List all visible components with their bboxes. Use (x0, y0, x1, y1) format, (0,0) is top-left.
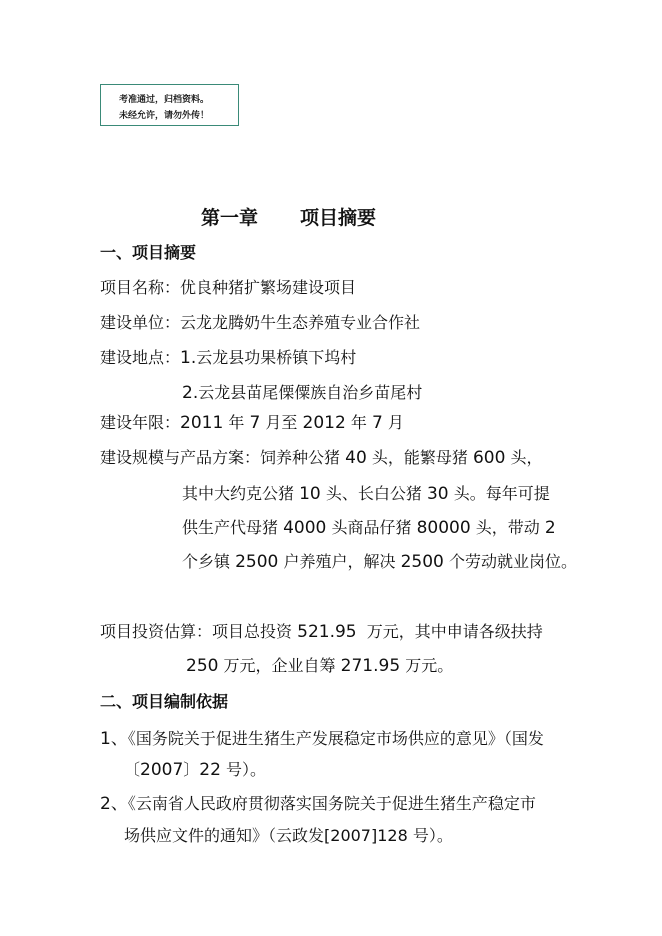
location-label: 建设地点： (100, 348, 181, 367)
chapter-number: 第一章 (201, 207, 259, 229)
basis-item-1-number: 2007 (140, 760, 184, 780)
construction-unit-value: 云龙龙腾奶牛生态养殖专业合作社 (180, 313, 421, 332)
period-year-char-2: 年 (350, 413, 367, 432)
investment-number: 271.95 (340, 656, 401, 676)
location-2-number: 2. (182, 383, 199, 403)
construction-unit-label: 建设单位： (100, 313, 181, 332)
scale-line-2 (182, 484, 550, 504)
scale-number: 80000 (416, 518, 471, 538)
basis-item-1-text: 〕 (183, 760, 200, 779)
investment-number: 250 (186, 656, 219, 676)
basis-item-2-text: 号）。 (412, 826, 453, 845)
basis-item-2-line-1 (100, 794, 536, 814)
investment-text: 万元。 (405, 656, 454, 675)
period-year-char-1: 年 (228, 413, 245, 432)
investment-number: 521.95 (297, 622, 357, 642)
scale-number: 40 (345, 448, 367, 468)
scale-number: 2500 (400, 552, 444, 572)
basis-item-2-line-2 (124, 826, 453, 846)
basis-item-2-text: 场供应文件的通知》（云政发 (124, 826, 325, 845)
period-month-char: 月 (387, 413, 404, 432)
scale-text: 其中大约克公猪 (182, 484, 295, 503)
scale-number: 30 (426, 484, 449, 504)
section-heading-basis: 二、项目编制依据 (100, 692, 229, 711)
location-1-value: 云龙县功果桥镇下坞村 (196, 348, 357, 367)
stamp-line-2: 未经允许，请勿外传！ (119, 111, 210, 121)
project-name-value: 优良种猪扩繁场建设项目 (180, 278, 357, 297)
scale-number: 10 (299, 484, 321, 504)
scale-line-3 (182, 518, 556, 538)
chapter-title: 项目摘要 (300, 207, 377, 229)
basis-item-1-line-2 (124, 760, 266, 780)
basis-item-1-number: 1、 (100, 729, 128, 749)
investment-text: 万元，企业自筹 (223, 656, 336, 675)
scale-text: 户养殖户，解决 (283, 552, 396, 571)
scale-line-4 (182, 552, 577, 572)
scale-text: 头商品仔猪 (331, 518, 412, 537)
project-name-label: 项目名称： (100, 278, 181, 297)
period-start-year: 2011 (180, 413, 224, 433)
scale-text: 头，带动 (475, 518, 540, 537)
scale-text: 个乡镇 (182, 552, 231, 571)
construction-unit-row (100, 313, 420, 333)
basis-item-1-text: 号）。 (226, 760, 267, 779)
period-label: 建设年限： (100, 413, 181, 432)
period-start-month: 7 (249, 413, 261, 433)
scale-number: 4000 (283, 518, 327, 538)
scale-text: 饲养种公猪 (260, 448, 341, 467)
location-row-2 (182, 383, 422, 403)
scale-number: 600 (472, 448, 506, 468)
scale-text: 头， (510, 448, 543, 467)
scale-text: 头，能繁母猪 (371, 448, 468, 467)
basis-item-1-line-1 (100, 729, 544, 749)
basis-item-1-text: 〔 (124, 760, 141, 779)
location-1-number: 1. (180, 348, 197, 368)
basis-item-1-number: 22 (199, 760, 221, 780)
scale-number: 2500 (235, 552, 279, 572)
investment-line-1 (100, 622, 543, 642)
investment-text: 项目总投资 (212, 622, 293, 641)
period-end-month: 7 (371, 413, 383, 433)
period-end-year: 2012 (302, 413, 346, 433)
investment-label: 项目投资估算： (100, 622, 213, 641)
basis-item-2-number: 2、 (100, 794, 128, 814)
scale-text: 供生产代母猪 (182, 518, 279, 537)
approval-stamp (100, 84, 239, 126)
investment-line-2 (186, 656, 453, 676)
stamp-line-1: 考准通过，归档资料。 (119, 95, 210, 105)
project-name-row (100, 278, 356, 298)
scale-text: 个劳动就业岗位。 (448, 552, 577, 571)
period-row (100, 413, 404, 433)
scale-label: 建设规模与产品方案： (100, 448, 261, 467)
basis-item-2-text: 《云南省人民政府贯彻落实国务院关于促进生猪生产稳定市 (127, 794, 536, 813)
section-heading-summary: 一、项目摘要 (100, 243, 197, 262)
basis-item-2-number: [2007]128 (324, 826, 408, 845)
location-2-value: 云龙县苗尾傈僳族自治乡苗尾村 (198, 383, 423, 402)
period-month-to: 月至 (265, 413, 298, 432)
investment-text: 万元，其中申请各级扶持 (366, 622, 543, 641)
location-row-1 (100, 348, 356, 368)
basis-item-1-text: 《国务院关于促进生猪生产发展稳定市场供应的意见》（国发 (127, 729, 544, 748)
scale-line-1 (100, 448, 543, 468)
scale-text: 头。每年可提 (453, 484, 550, 503)
scale-text: 头、长白公猪 (325, 484, 422, 503)
scale-number: 2 (544, 518, 556, 538)
